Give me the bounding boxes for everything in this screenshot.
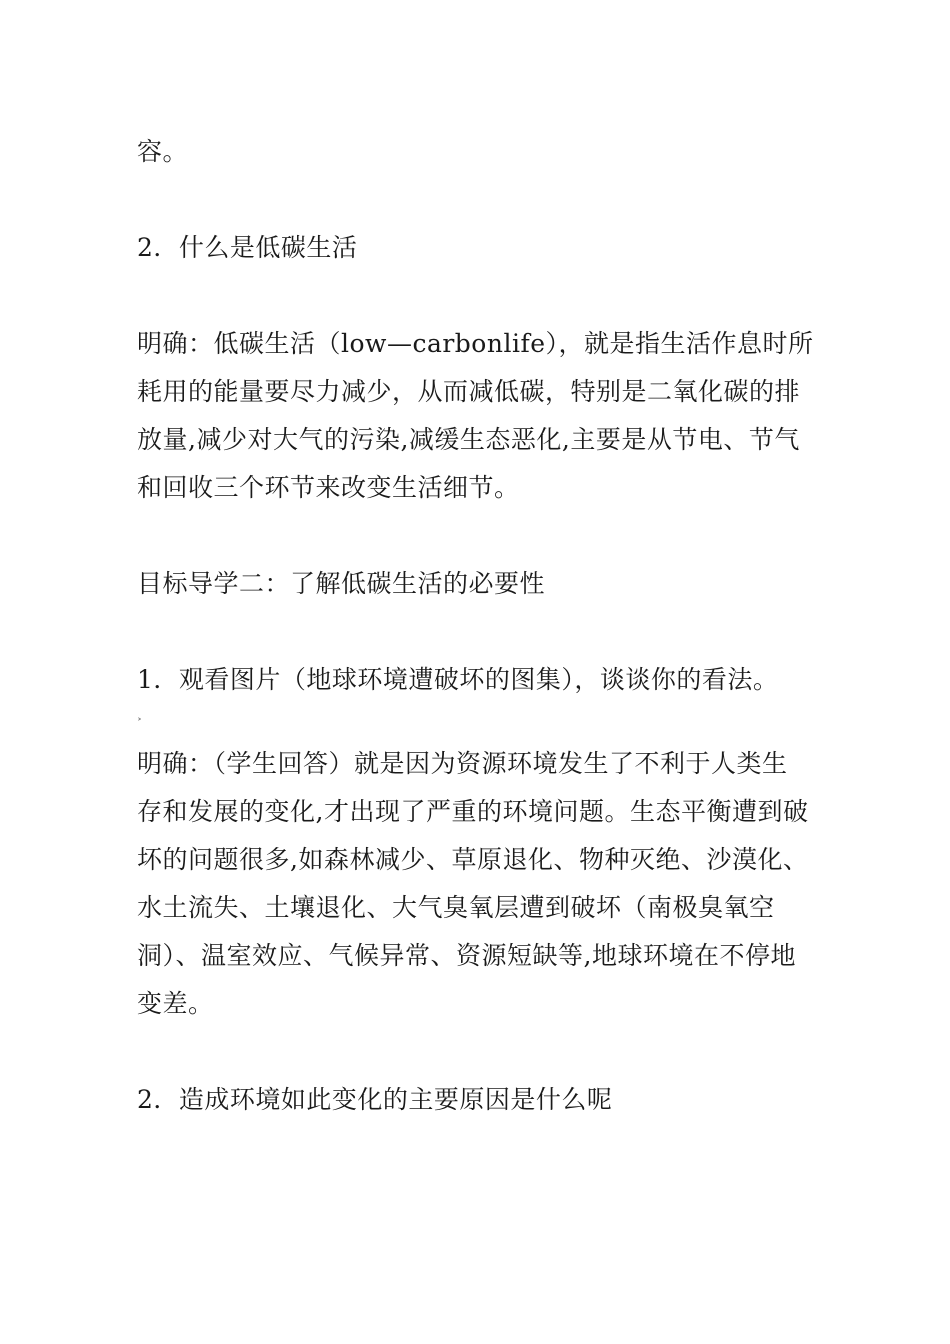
text-line: 2．造成环境如此变化的主要原因是什么呢 bbox=[137, 1085, 613, 1114]
paragraph-continuation bbox=[137, 128, 827, 176]
text-line: 坏的问题很多,如森林减少、草原退化、物种灭绝、沙漠化、 bbox=[137, 845, 809, 874]
question-heading-what-is-low-carbon bbox=[137, 224, 827, 272]
text-line: 放量,减少对大气的污染,减缓生态恶化,主要是从节电、节气 bbox=[137, 425, 800, 454]
answer-paragraph-environment bbox=[137, 740, 827, 1028]
paragraph-spacer bbox=[137, 512, 827, 560]
text-line: 变差。 bbox=[137, 989, 214, 1018]
answer-paragraph-definition bbox=[137, 320, 827, 512]
paragraph-spacer bbox=[137, 272, 827, 320]
paragraph-spacer bbox=[137, 176, 827, 224]
paragraph-spacer bbox=[137, 608, 827, 656]
text-line: 明确：（学生回答）就是因为资源环境发生了不利于人类生 bbox=[137, 749, 788, 778]
question-heading-view-pictures bbox=[137, 656, 827, 704]
text-line: 和回收三个环节来改变生活细节。 bbox=[137, 473, 520, 502]
section-heading-goal-two bbox=[137, 560, 827, 608]
text-line: 1．观看图片（地球环境遭破坏的图集），谈谈你的看法。 bbox=[137, 665, 779, 694]
text-line: 存和发展的变化,才出现了严重的环境问题。生态平衡遭到破 bbox=[137, 797, 809, 826]
paragraph-spacer bbox=[137, 1028, 827, 1076]
text-line: 水土流失、土壤退化、大气臭氧层遭到破坏（南极臭氧空 bbox=[137, 893, 775, 922]
text-line: 2．什么是低碳生活 bbox=[137, 233, 358, 262]
question-heading-main-cause bbox=[137, 1076, 827, 1124]
document-page bbox=[137, 128, 827, 1124]
text-line: 耗用的能量要尽力减少，从而减低碳，特别是二氧化碳的排 bbox=[137, 377, 801, 406]
text-line: 洞）、温室效应、气候异常、资源短缺等,地球环境在不停地 bbox=[137, 941, 796, 970]
stray-mark: ˃ bbox=[137, 718, 142, 729]
text-line: 目标导学二：了解低碳生活的必要性 bbox=[137, 569, 546, 598]
text-line: 容。 bbox=[137, 137, 189, 166]
text-line: 明确：低碳生活（low—carbonlife），就是指生活作息时所 bbox=[137, 329, 814, 358]
